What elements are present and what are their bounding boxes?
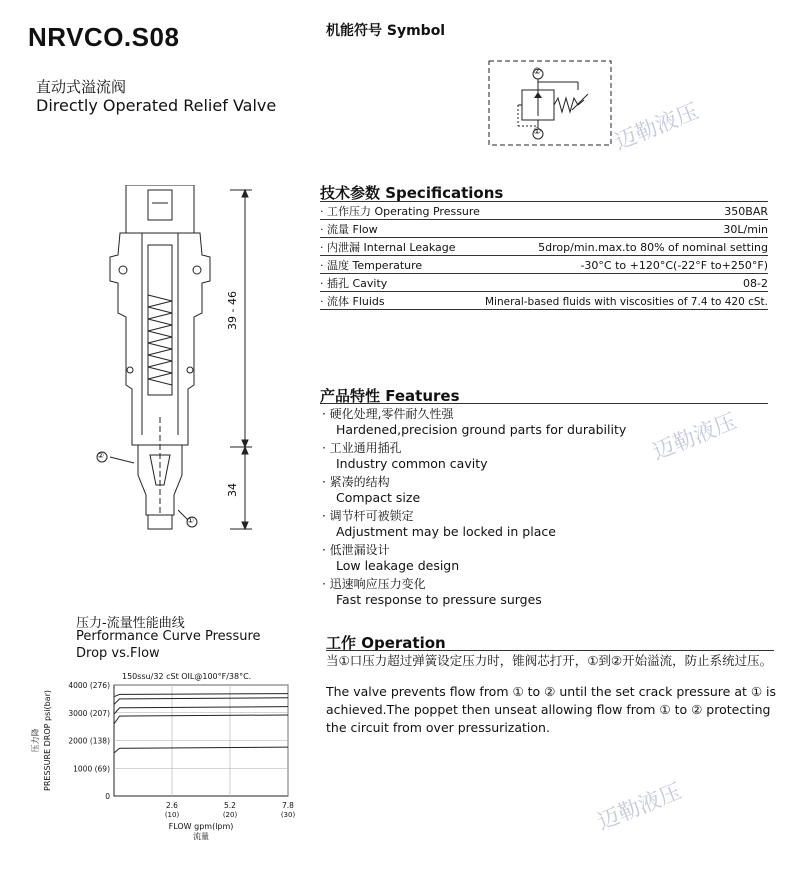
operation-text-cn: 当①口压力超过弹簧设定压力时，锥阀芯打开，①到②开始溢流，防止系统过压。 [326,653,773,668]
spec-label: · 流体 Fluids [320,295,385,308]
specs-title: 技术参数 Specifications [320,184,504,202]
y-axis-label-cn: 压力降 [31,728,40,753]
product-name-cn: 直动式溢流阀 [36,78,127,96]
features-rule [320,403,768,404]
spec-label: · 插孔 Cavity [320,277,388,290]
feature-en: Industry common cavity [336,456,488,471]
feature-cn: · 紧凑的结构 [322,475,390,489]
x-tick-label: 2.6 [166,801,178,810]
y-tick-label: 0 [105,792,110,801]
operation-title: 工作 Operation [326,634,446,652]
operation-rule [326,650,774,651]
series-line [114,747,288,753]
feature-cn: · 硬化处理,零件耐久性强 [322,407,454,421]
spec-row-temperature [320,256,768,274]
x-axis-label-cn: 流量 [193,832,209,841]
series-line [114,694,288,697]
feature-cn: · 工业通用插孔 [322,441,402,455]
spec-value: 5drop/min.max.to 80% of nominal setting [538,241,768,254]
spec-value: 30L/min [723,223,768,236]
operation-text-en: The valve prevents flow from ① to ② until the set crack pressure at ① is achieved.The poppet then unseat allowing flow from ① to ② protecting the circuit from over pressurization. [326,684,777,735]
y-axis-label: PRESSURE DROP psi(bar) [43,690,52,791]
watermark: 迈勒液压 [594,779,686,836]
series-line [114,715,288,724]
chart-title: 150ssu/32 cSt OIL@100°F/38°C. [122,672,252,681]
spec-value: 350BAR [724,205,768,218]
performance-title-en-2: Drop vs.Flow [76,646,160,661]
feature-en: Compact size [336,490,421,505]
spec-value: Mineral-based fluids with viscosities of 7.4 to 420 cSt. [485,296,768,308]
symbol-port1-label: ① [533,127,542,137]
symbol-title: 机能符号 Symbol [326,23,446,39]
spec-value: -30°C to +120°C(-22°F to+250°F) [580,259,768,272]
product-name-en: Directly Operated Relief Valve [36,96,277,115]
watermark: 迈勒液压 [611,99,703,156]
dimension-upper: 39 - 46 [226,291,239,330]
y-tick-label: 1000 (69) [73,764,110,774]
y-tick-label: 3000 (207) [68,708,110,718]
spec-row-flow [320,220,768,238]
y-tick-label: 4000 (276) [68,681,110,690]
x-tick-sublabel: (20) [222,811,238,819]
spec-row-leakage [320,238,768,256]
spec-value: 08-2 [743,277,768,290]
feature-en: Hardened,precision ground parts for durability [336,422,627,437]
feature-cn: · 调节杆可被锁定 [322,509,414,523]
spec-row-cavity [320,274,768,292]
feature-cn: · 低泄漏设计 [322,543,390,557]
spec-row-fluids [320,292,768,310]
series-line [114,698,288,705]
y-tick-label: 2000 (138) [68,736,110,746]
feature-cn: · 迅速响应压力变化 [322,577,426,591]
x-axis-label: FLOW gpm(lpm) [168,822,234,831]
x-tick-sublabel: (10) [164,811,180,819]
drawing-port1-label: ① [187,516,195,525]
feature-en: Adjustment may be locked in place [336,524,556,539]
performance-title-cn: 压力-流量性能曲线 [76,616,185,631]
x-tick-sublabel: (30) [280,811,296,819]
x-tick-label: 7.8 [282,801,294,810]
spec-label: · 温度 Temperature [320,259,423,272]
spec-label: · 流量 Flow [320,223,378,236]
watermark: 迈勒液压 [649,409,741,466]
hydraulic-symbol [488,60,613,148]
features-title: 产品特性 Features [320,387,460,405]
performance-title-en-1: Performance Curve Pressure [76,629,261,644]
drawing-port2-label: ② [97,451,105,460]
symbol-port2-label: ② [533,67,542,77]
x-tick-label: 5.2 [224,801,236,810]
spec-label: · 内泄漏 Internal Leakage [320,241,456,254]
model-number: NRVCO.S08 [28,22,180,52]
feature-en: Fast response to pressure surges [336,592,542,607]
spec-label: · 工作压力 Operating Pressure [320,205,480,218]
dimension-lower: 34 [226,483,239,497]
feature-en: Low leakage design [336,558,460,573]
performance-chart [20,665,320,845]
spec-row-pressure [320,202,768,220]
